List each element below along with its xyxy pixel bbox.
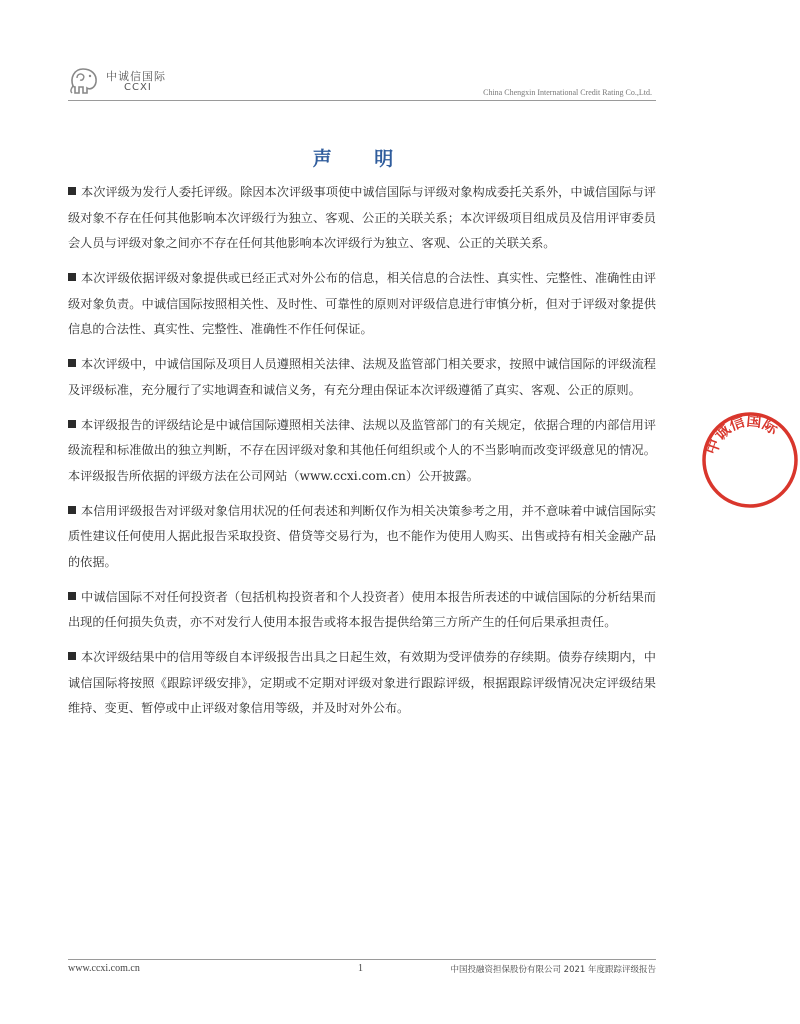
paragraph-text: 本次评级为发行人委托评级。除因本次评级事项使中诚信国际与评级对象构成委托关系外，中诚信国际与评级对象不存在任何其他影响本次评级行为独立、客观、公正的关联关系；本次评级项目组成员及信用评审委员会人员与评级对象之间亦不存在任何其他影响本次评级行为独立、客观、公正的关联关系。 <box>68 185 656 250</box>
statement-paragraph <box>68 499 656 576</box>
square-bullet-icon <box>68 652 76 660</box>
paragraph-text: 本信用评级报告对评级对象信用状况的任何表述和判断仅作为相关决策参考之用，并不意味着中诚信国际实质性建议任何使用人据此报告采取投资、借贷等交易行为，也不能作为使用人购买、出售或持有相关金融产品的依据。 <box>68 503 656 569</box>
page-title: 声 明 <box>312 148 412 170</box>
paragraph-text: 本次评级依据评级对象提供或已经正式对外公布的信息，相关信息的合法性、真实性、完整性、准确性由评级对象负责。中诚信国际按照相关性、及时性、可靠性的原则对评级信息进行审慎分析，但对于评级对象提供信息的合法性、真实性、完整性、准确性不作任何保证。 <box>68 271 656 336</box>
paragraph-text: 本评级报告的评级结论是中诚信国际遵照相关法律、法规以及监管部门的有关规定，依据合理的内部信用评级流程和标准做出的独立判断，不存在因评级对象和其他任何组织或个人的不当影响而改变评级意见的情况。本评级报告所依据的评级方法在公司网站（www.ccxi.com.cn）公开披露。 <box>68 417 656 483</box>
paragraph-text: 本次评级中，中诚信国际及项目人员遵照相关法律、法规及监管部门相关要求，按照中诚信国际的评级流程及评级标准，充分履行了实地调查和诚信义务，有充分理由保证本次评级遵循了真实、客观、公正的原则。 <box>68 357 656 397</box>
footer-divider <box>68 959 656 960</box>
paragraph-text: 本次评级结果中的信用等级自本评级报告出具之日起生效，有效期为受评债券的存续期。债券存续期内，中诚信国际将按照《跟踪评级安排》，定期或不定期对评级对象进行跟踪评级，根据跟踪评级情况决定评级结果维持、变更、暂停或中止评级对象信用等级，并及时对外公布。 <box>68 650 656 715</box>
company-seal-stamp <box>700 410 800 510</box>
logo-text-en: CCXI <box>124 82 152 93</box>
footer-website: www.ccxi.com.cn <box>68 963 140 974</box>
elephant-logo-icon <box>68 64 102 96</box>
statement-paragraph <box>68 585 656 636</box>
statement-body <box>68 180 656 731</box>
statement-paragraph <box>68 645 656 722</box>
seal-text: 中诚信国际 <box>702 411 782 457</box>
logo-text-cn: 中诚信国际 <box>106 70 166 83</box>
page-number: 1 <box>358 963 363 974</box>
statement-paragraph <box>68 180 656 257</box>
statement-paragraph <box>68 352 656 403</box>
company-name-en: China Chengxin International Credit Rating Co.,Ltd. <box>483 88 652 97</box>
paragraph-text: 中诚信国际不对任何投资者（包括机构投资者和个人投资者）使用本报告所表述的中诚信国际的分析结果而出现的任何损失负责，亦不对发行人使用本报告或将本报告提供给第三方所产生的任何后果承担责任。 <box>68 589 656 629</box>
statement-paragraph <box>68 266 656 343</box>
square-bullet-icon <box>68 359 76 367</box>
square-bullet-icon <box>68 420 76 428</box>
header-divider <box>68 100 656 101</box>
square-bullet-icon <box>68 187 76 195</box>
page-header <box>68 62 656 104</box>
statement-paragraph <box>68 413 656 490</box>
footer-report-title: 中国投融资担保股份有限公司 2021 年度跟踪评级报告 <box>450 965 656 975</box>
square-bullet-icon <box>68 273 76 281</box>
svg-text:中诚信国际 <box>702 411 782 456</box>
square-bullet-icon <box>68 506 76 514</box>
square-bullet-icon <box>68 592 76 600</box>
